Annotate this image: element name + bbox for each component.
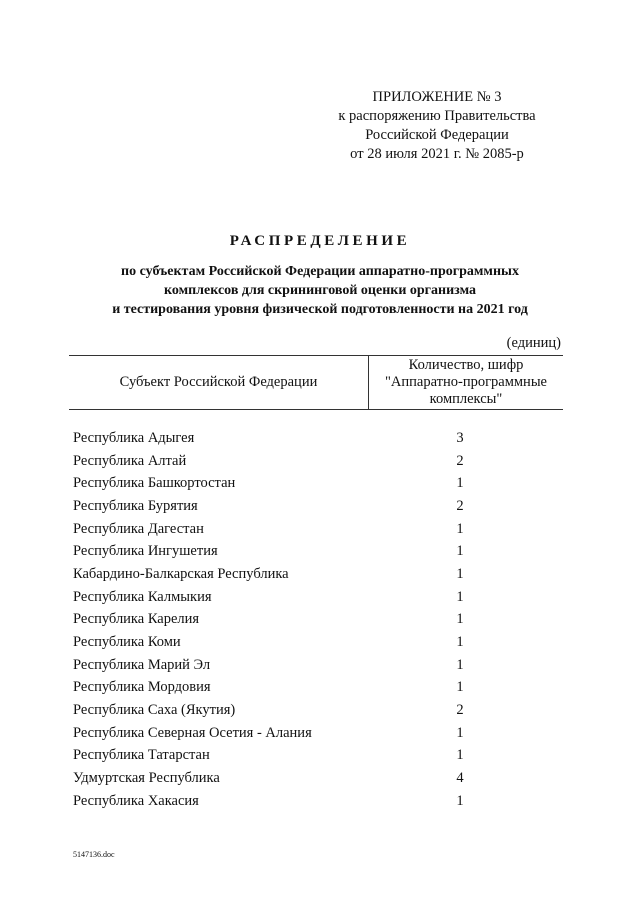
appendix-block xyxy=(330,88,544,164)
appendix-line-government: Российской Федерации xyxy=(365,127,509,143)
region-name: Республика Северная Осетия - Алания xyxy=(73,724,312,741)
units-label: (единиц) xyxy=(506,335,561,351)
header-count-line-1: Количество, шифр xyxy=(408,357,524,373)
region-quantity: 2 xyxy=(456,497,464,514)
region-name: Республика Саха (Якутия) xyxy=(73,702,236,719)
region-quantity: 1 xyxy=(456,634,464,651)
document-title: РАСПРЕДЕЛЕНИЕ xyxy=(229,233,411,249)
region-name: Республика Алтай xyxy=(73,452,187,469)
region-quantity: 1 xyxy=(456,588,464,605)
table-row xyxy=(73,767,563,790)
table-row xyxy=(73,654,563,677)
region-quantity: 1 xyxy=(456,520,464,537)
table-row xyxy=(73,427,563,450)
document-subtitle xyxy=(40,262,600,319)
region-name: Республика Бурятия xyxy=(73,497,198,514)
table-header xyxy=(69,355,563,410)
region-name: Республика Дагестан xyxy=(73,520,204,537)
table-row xyxy=(73,586,563,609)
region-name: Республика Коми xyxy=(73,634,181,651)
region-quantity: 1 xyxy=(456,656,464,673)
subtitle-line-2: комплексов для скрининговой оценки организма xyxy=(163,283,477,298)
region-name: Республика Ингушетия xyxy=(73,543,218,560)
appendix-line-date: от 28 июля 2021 г. № 2085-р xyxy=(350,146,524,162)
region-quantity: 1 xyxy=(456,724,464,741)
region-name: Республика Марий Эл xyxy=(73,656,211,673)
appendix-number: ПРИЛОЖЕНИЕ № 3 xyxy=(372,89,502,105)
table-body xyxy=(73,427,563,813)
region-name: Республика Башкортостан xyxy=(73,475,236,492)
header-count-line-3: комплексы" xyxy=(429,391,503,407)
header-subject: Субъект Российской Федерации xyxy=(69,356,369,409)
table-row xyxy=(73,677,563,700)
header-count xyxy=(369,356,563,409)
region-name: Кабардино-Балкарская Республика xyxy=(73,565,289,582)
region-name: Республика Калмыкия xyxy=(73,588,212,605)
region-quantity: 1 xyxy=(456,792,464,809)
region-quantity: 1 xyxy=(456,611,464,628)
region-quantity: 1 xyxy=(456,565,464,582)
region-name: Удмуртская Республика xyxy=(73,770,220,787)
table-row xyxy=(73,745,563,768)
subtitle-line-1: по субъектам Российской Федерации аппаратно-программных xyxy=(121,264,519,279)
file-reference: 5147136.doc xyxy=(73,850,115,859)
table-row xyxy=(73,518,563,541)
region-name: Республика Мордовия xyxy=(73,679,211,696)
table-row xyxy=(73,790,563,813)
table-row xyxy=(73,609,563,632)
table-row xyxy=(73,495,563,518)
region-quantity: 3 xyxy=(456,429,464,446)
table-row xyxy=(73,450,563,473)
appendix-line-order: к распоряжению Правительства xyxy=(338,108,536,124)
header-count-line-2: "Аппаратно-программные xyxy=(384,374,547,390)
table-row xyxy=(73,540,563,563)
subtitle-line-3: и тестирования уровня физической подготовленности на 2021 год xyxy=(112,302,528,317)
region-quantity: 2 xyxy=(456,452,464,469)
table-row xyxy=(73,563,563,586)
table-row xyxy=(73,472,563,495)
region-quantity: 4 xyxy=(456,770,464,787)
region-name: Республика Татарстан xyxy=(73,747,210,764)
region-name: Республика Адыгея xyxy=(73,429,195,446)
table-row xyxy=(73,699,563,722)
table-row xyxy=(73,722,563,745)
table-row xyxy=(73,631,563,654)
region-quantity: 1 xyxy=(456,679,464,696)
region-name: Республика Карелия xyxy=(73,611,200,628)
region-quantity: 1 xyxy=(456,747,464,764)
region-name: Республика Хакасия xyxy=(73,792,199,809)
region-quantity: 2 xyxy=(456,702,464,719)
region-quantity: 1 xyxy=(456,543,464,560)
region-quantity: 1 xyxy=(456,475,464,492)
distribution-table xyxy=(69,355,563,809)
